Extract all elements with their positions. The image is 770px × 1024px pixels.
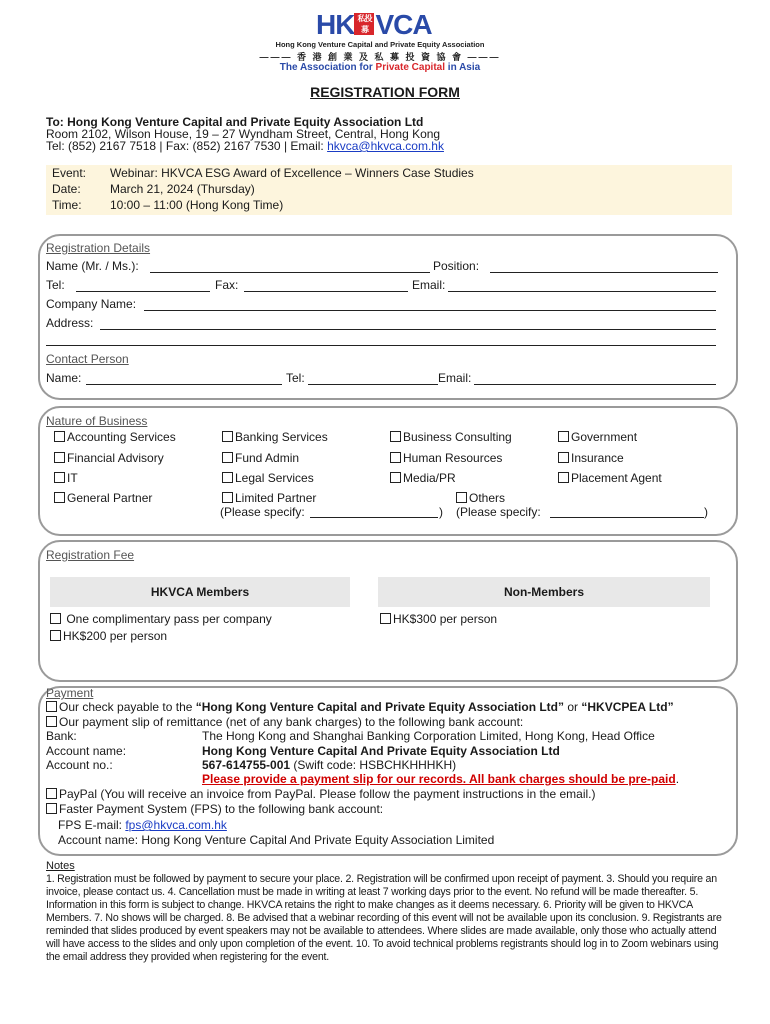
contact-tel-field[interactable] — [308, 384, 438, 385]
address-label: Address: — [46, 316, 94, 330]
registration-fee-heading: Registration Fee — [46, 548, 135, 562]
lp-specify-field[interactable] — [310, 517, 438, 518]
checkbox-financial-advisory[interactable]: Financial Advisory — [54, 451, 164, 465]
logo-mark — [316, 10, 432, 40]
lp-specify-close: ) — [439, 505, 443, 519]
event-label: Event: — [52, 166, 87, 180]
page-title: REGISTRATION FORM — [310, 84, 460, 100]
account-name-value: Hong Kong Venture Capital And Private Equity Association Ltd — [202, 744, 560, 758]
checkbox-placement-agent[interactable]: Placement Agent — [558, 471, 662, 485]
email-label: Email: — [412, 278, 446, 292]
checkbox-accounting[interactable]: Accounting Services — [54, 430, 176, 444]
recipient: To: Hong Kong Venture Capital and Private Equity Association Ltd — [46, 115, 424, 129]
contact-name-label: Name: — [46, 371, 82, 385]
checkbox-cheque[interactable]: Our check payable to the “Hong Kong Venture Capital and Private Equity Association Ltd” or “HKVCPEA Ltd” — [46, 700, 674, 714]
contact-email-field[interactable] — [474, 384, 716, 385]
checkbox-it[interactable]: IT — [54, 471, 78, 485]
checkbox-government[interactable]: Government — [558, 430, 637, 444]
nonmembers-column-head: Non-Members — [378, 577, 710, 607]
tel-label: Tel: — [46, 278, 65, 292]
checkbox-nonmember-hk300[interactable]: HK$300 per person — [380, 612, 497, 626]
event-info-box — [46, 165, 732, 215]
registration-details-section — [38, 234, 738, 400]
logo-vca: VCA — [375, 9, 432, 40]
account-no-label: Account no.: — [46, 758, 113, 772]
address-field[interactable] — [100, 329, 716, 330]
others-specify-close: ) — [704, 505, 708, 519]
account-no-value: 567-614755-001 (Swift code: HSBCHKHHHKH) — [202, 758, 457, 772]
date-value: March 21, 2024 (Thursday) — [110, 182, 255, 196]
checkbox-bank-slip[interactable]: Our payment slip of remittance (net of any bank charges) to the following bank account: — [46, 715, 523, 729]
fax-field[interactable] — [244, 291, 408, 292]
others-specify-label: (Please specify: — [456, 505, 541, 519]
account-name-label: Account name: — [46, 744, 127, 758]
lp-specify-label: (Please specify: — [220, 505, 305, 519]
company-field[interactable] — [144, 310, 716, 311]
checkbox-member-hk200[interactable]: HK$200 per person — [50, 629, 167, 643]
hkvca-logo — [250, 10, 510, 74]
notes-heading: Notes — [46, 860, 75, 872]
registration-details-heading: Registration Details — [46, 241, 151, 255]
payment-notice: Please provide a payment slip for our records. All bank charges should be pre-paid. — [202, 772, 680, 786]
company-label: Company Name: — [46, 297, 137, 311]
name-label: Name (Mr. / Ms.): — [46, 259, 139, 273]
fax-label: Fax: — [215, 278, 239, 292]
checkbox-human-resources[interactable]: Human Resources — [390, 451, 502, 465]
time-value: 10:00 – 11:00 (Hong Kong Time) — [110, 198, 284, 212]
checkbox-fund-admin[interactable]: Fund Admin — [222, 451, 299, 465]
checkbox-legal-services[interactable]: Legal Services — [222, 471, 314, 485]
checkbox-business-consulting[interactable]: Business Consulting — [390, 430, 512, 444]
checkbox-insurance[interactable]: Insurance — [558, 451, 624, 465]
contact-email-label: Email: — [438, 371, 472, 385]
email-link[interactable]: hkvca@hkvca.com.hk — [327, 139, 444, 153]
email-field[interactable] — [448, 291, 716, 292]
logo-chinese-mark: 私投募 — [354, 13, 374, 35]
logo-english-name: Hong Kong Venture Capital and Private Equity Association — [275, 40, 485, 49]
logo-chinese-name: ——— 香 港 創 業 及 私 募 投 資 協 會 ——— — [259, 52, 501, 62]
position-label: Position: — [433, 259, 480, 273]
checkbox-general-partner[interactable]: General Partner — [54, 491, 152, 505]
date-label: Date: — [52, 182, 81, 196]
fps-email: FPS E-mail: fps@hkvca.com.hk — [58, 818, 227, 832]
checkbox-complimentary-pass[interactable]: One complimentary pass per company — [50, 612, 272, 626]
contact-name-field[interactable] — [86, 384, 282, 385]
fps-email-link[interactable]: fps@hkvca.com.hk — [125, 818, 227, 832]
registration-fee-section — [38, 540, 738, 682]
checkbox-banking[interactable]: Banking Services — [222, 430, 328, 444]
notes-body: 1. Registration must be followed by payment to secure your place. 2. Registration will be confirmed upon receipt of payment. 3. Should you require an invoice, please contact us. 4. Cancellation must be made in writing at least 7 working days prior to the event. No refund will be made thereafter. 5. Information in this form is subject to change. HKVCA retains the right to make changes as it deems necessary. 6. Priority will be given to HKVCA Members. 7. No shows will be charged. 8. Be advised that a webinar recording of this event will not be available upon its conclusion. 9. Registrants are reminded that slides produced by event speakers may not be available to attendees. Where slides are made available, only those who actually attend will have access to the slides and only upon completion of the event. 10. To avoid technical problems registrants should log in to Zoom webinars using the email address they provided when registering for the event. — [46, 873, 722, 963]
address-field-2[interactable] — [46, 345, 716, 346]
recipient-contacts: Tel: (852) 2167 7518 | Fax: (852) 2167 7530 | Email: hkvca@hkvca.com.hk — [46, 139, 444, 153]
recipient-address: Room 2102, Wilson House, 19 – 27 Wyndham Street, Central, Hong Kong — [46, 127, 441, 141]
bank-value: The Hong Kong and Shanghai Banking Corporation Limited, Hong Kong, Head Office — [202, 729, 655, 743]
time-label: Time: — [52, 198, 82, 212]
event-value: Webinar: HKVCA ESG Award of Excellence – Winners Case Studies — [110, 166, 474, 180]
checkbox-fps[interactable]: Faster Payment System (FPS) to the following bank account: — [46, 802, 383, 816]
others-specify-field[interactable] — [550, 517, 704, 518]
contact-person-heading: Contact Person — [46, 352, 129, 366]
checkbox-media-pr[interactable]: Media/PR — [390, 471, 456, 485]
checkbox-others[interactable]: Others — [456, 491, 505, 505]
tel-field[interactable] — [76, 291, 210, 292]
position-field[interactable] — [490, 272, 718, 273]
payment-heading: Payment — [46, 686, 94, 700]
checkbox-limited-partner[interactable]: Limited Partner — [222, 491, 316, 505]
name-field[interactable] — [150, 272, 430, 273]
fps-account-name: Account name: Hong Kong Venture Capital And Private Equity Association Limited — [58, 833, 495, 847]
logo-tagline: The Association for Private Capital in Asia — [279, 62, 481, 73]
members-column-head: HKVCA Members — [50, 577, 350, 607]
nature-of-business-heading: Nature of Business — [46, 414, 148, 428]
logo-hk: HK — [316, 9, 355, 40]
bank-label: Bank: — [46, 729, 77, 743]
contact-tel-label: Tel: — [286, 371, 305, 385]
checkbox-paypal[interactable]: PayPal (You will receive an invoice from PayPal. Please follow the payment instructions in the email.) — [46, 787, 595, 801]
